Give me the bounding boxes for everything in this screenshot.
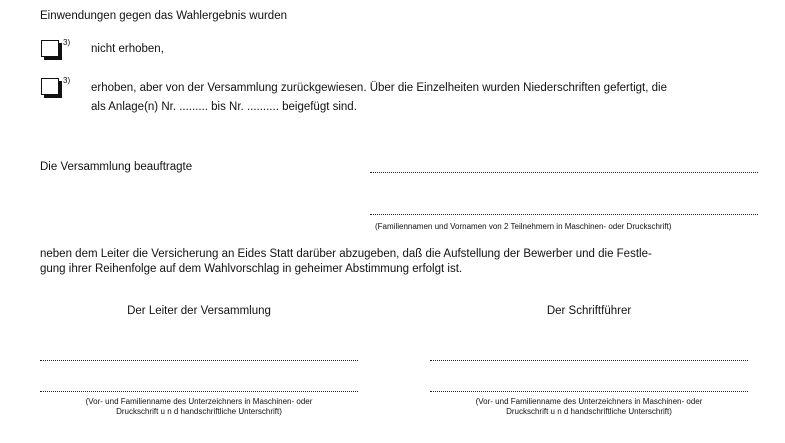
chairperson-name-line[interactable] (40, 360, 358, 361)
footnote-marker: 3) (63, 76, 71, 85)
option-raised-rejected-line1: erhoben, aber von der Versammlung zurückgewiesen. Über die Einzelheiten wurden Niederschriften gefertigt, die (91, 82, 667, 94)
participant-name-line-2[interactable] (370, 214, 758, 215)
declaration-line2: gung ihrer Reihenfolge auf dem Wahlvorschlag in geheimer Abstimmung erfolgt ist. (40, 263, 463, 275)
secretary-note-line2: Druckschrift u n d handschriftliche Unterschrift) (506, 407, 672, 416)
checkbox-not-raised[interactable] (41, 40, 59, 57)
secretary-name-line[interactable] (430, 360, 748, 361)
participant-name-note: (Familiennamen und Vornamen von 2 Teilnehmern in Maschinen- oder Druckschrift) (375, 222, 672, 231)
chairperson-signature-line[interactable] (40, 391, 358, 392)
section-heading: Einwendungen gegen das Wahlergebnis wurden (40, 10, 287, 22)
option-raised-rejected-line2: als Anlage(n) Nr. ......... bis Nr. .......... beigefügt sind. (91, 101, 357, 113)
option-not-raised-label: nicht erhoben, (91, 43, 164, 55)
checkbox-raised-rejected[interactable] (41, 78, 59, 95)
chairperson-title: Der Leiter der Versammlung (127, 305, 271, 317)
secretary-signature-line[interactable] (430, 391, 748, 392)
secretary-title: Der Schriftführer (546, 305, 632, 317)
chairperson-note-line1: (Vor- und Familienname des Unterzeichners in Maschinen- oder (85, 397, 313, 406)
participant-name-line-1[interactable] (370, 172, 758, 173)
footnote-marker: 3) (63, 38, 71, 47)
commission-label: Die Versammlung beauftragte (40, 161, 193, 173)
secretary-note-line1: (Vor- und Familienname des Unterzeichners in Maschinen- oder (475, 397, 703, 406)
chairperson-note-line2: Druckschrift u n d handschriftliche Unterschrift) (116, 407, 282, 416)
declaration-line1: neben dem Leiter die Versicherung an Eides Statt darüber abzugeben, daß die Aufstellung der Bewerber und die Festle- (40, 248, 652, 260)
